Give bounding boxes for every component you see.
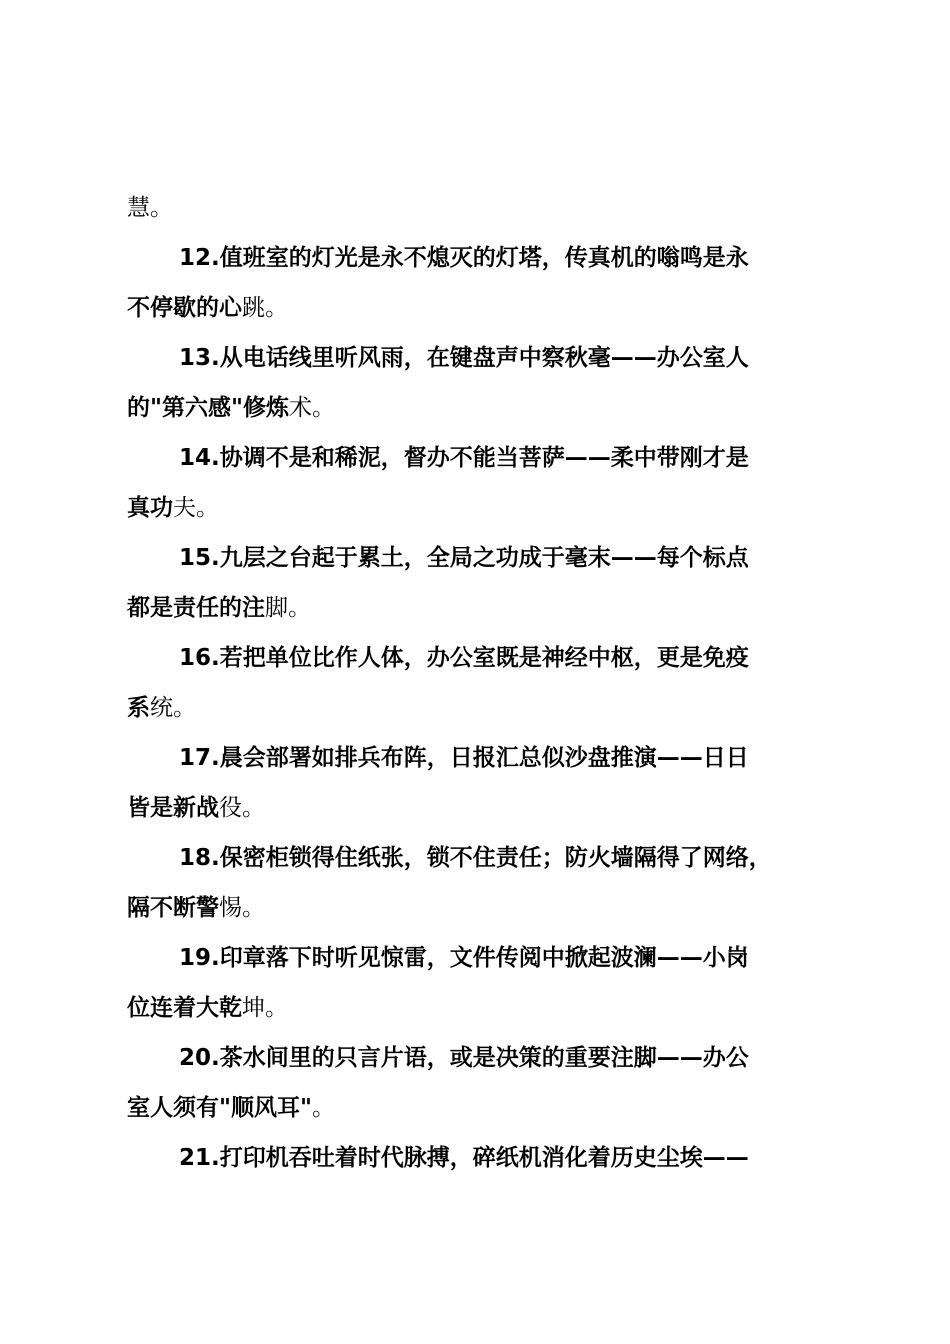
bold-text: 21.打印机吞吐着时代脉搏，碎纸机消化着历史尘埃—— — [179, 1145, 749, 1171]
bold-text: 14.协调不是和稀泥，督办不能当菩萨——柔中带刚才是 — [179, 445, 749, 471]
text-line — [127, 533, 833, 583]
bold-text: 13.从电话线里听风雨，在键盘声中察秋毫——办公室人 — [179, 345, 749, 371]
bold-text: 真功 — [127, 495, 173, 521]
text-line — [127, 283, 833, 333]
normal-text: 慧。 — [127, 195, 173, 221]
text-line — [127, 1083, 833, 1133]
text-line — [127, 733, 833, 783]
bold-text: 17.晨会部署如排兵布阵，日报汇总似沙盘推演——日日 — [179, 745, 749, 771]
text-line — [127, 983, 833, 1033]
normal-text: 脚。 — [265, 595, 311, 621]
bold-text: 不停歇的心 — [127, 295, 242, 321]
text-line — [127, 933, 833, 983]
bold-text: 的"第六感"修炼 — [127, 395, 289, 421]
text-line — [127, 1133, 833, 1183]
text-line — [127, 683, 833, 733]
document-body — [127, 183, 833, 1183]
normal-text: 坤。 — [242, 995, 288, 1021]
bold-text: 15.九层之台起于累土，全局之功成于毫末——每个标点 — [179, 545, 749, 571]
text-line — [127, 633, 833, 683]
bold-text: 皆是新战 — [127, 795, 219, 821]
normal-text: 。 — [311, 1095, 335, 1121]
normal-text: 惕。 — [219, 895, 265, 921]
text-line — [127, 783, 833, 833]
text-line — [127, 183, 833, 233]
text-line — [127, 1033, 833, 1083]
bold-text: 隔不断警 — [127, 895, 219, 921]
bold-text: 19.印章落下时听见惊雷，文件传阅中掀起波澜——小岗 — [179, 945, 749, 971]
normal-text: 跳。 — [242, 295, 288, 321]
normal-text: 术。 — [288, 395, 335, 421]
text-line — [127, 833, 833, 883]
text-line — [127, 233, 833, 283]
text-line — [127, 333, 833, 383]
bold-text: 都是责任的注 — [127, 595, 265, 621]
normal-text: 统。 — [150, 695, 196, 721]
bold-text: 室人须有"顺风耳" — [127, 1095, 312, 1121]
bold-text: 16.若把单位比作人体，办公室既是神经中枢，更是免疫 — [179, 645, 749, 671]
text-line — [127, 433, 833, 483]
text-line — [127, 483, 833, 533]
text-line — [127, 583, 833, 633]
bold-text: 系 — [127, 695, 150, 721]
normal-text: 夫。 — [173, 495, 219, 521]
bold-text: 20.茶水间里的只言片语，或是决策的重要注脚——办公 — [179, 1045, 749, 1071]
text-line — [127, 383, 833, 433]
normal-text: 役。 — [219, 795, 265, 821]
text-line — [127, 883, 833, 933]
bold-text: 位连着大乾 — [127, 995, 242, 1021]
bold-text: 12.值班室的灯光是永不熄灭的灯塔，传真机的嗡鸣是永 — [179, 245, 749, 271]
bold-text: 18.保密柜锁得住纸张，锁不住责任；防火墙隔得了网络， — [179, 845, 772, 871]
